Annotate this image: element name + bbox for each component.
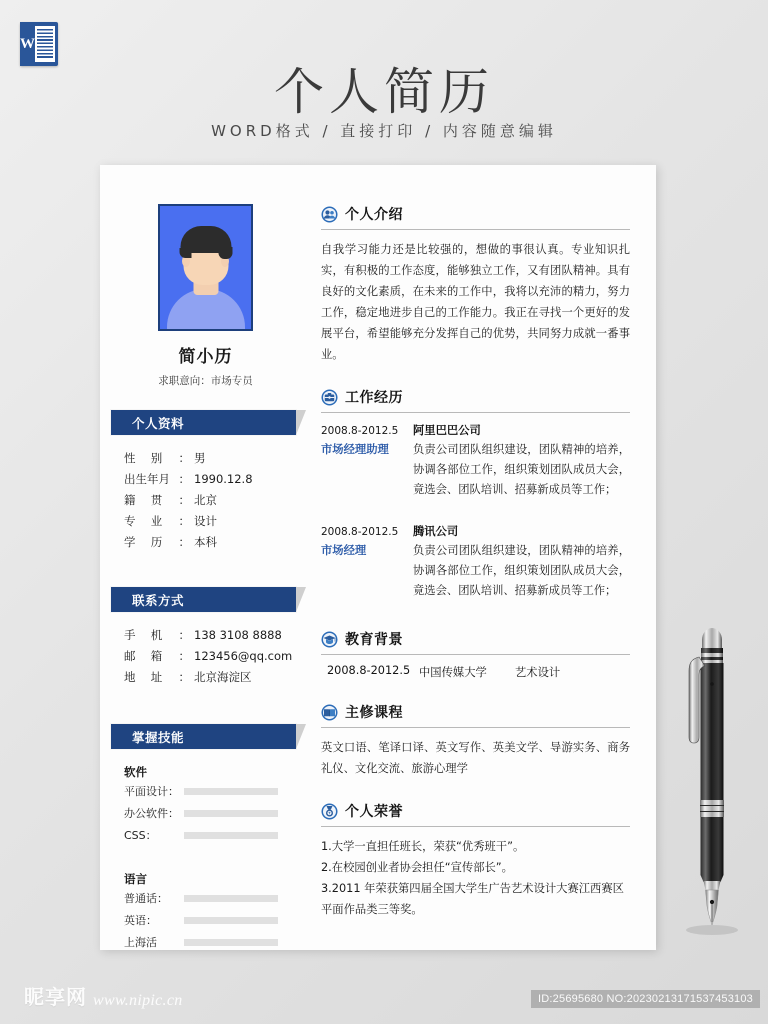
skill-bar-track (184, 810, 278, 817)
info-colon: ： (178, 535, 190, 549)
resume-main (311, 165, 656, 950)
contact-value: 北京海淀区 (194, 670, 252, 684)
divider (321, 826, 630, 827)
list-item (124, 890, 311, 906)
contact-key2: 箱 (150, 649, 163, 663)
section-header-honors (321, 801, 630, 821)
skill-group-software-title: 软件 (124, 765, 147, 779)
info-key2: 别 (150, 451, 163, 465)
intro-text: 自我学习能力还是比较强的，想做的事很认真。专业知识扎实，有积极的工作态度，能够独立工作，又有团队精神。具有良好的文化素质，在未来的工作中，我将以充沛的精力，努力工作，稳定地进步自己的工作能力。我正在寻找一个更好的发展平台，希望能够充分发挥自己的优势，共同努力成就一番事业。 (321, 243, 630, 361)
contact-colon: ： (178, 628, 190, 642)
watermark-logo: 昵享网 (24, 985, 87, 1009)
courses-text: 英文口语、笔译口译、英文写作、英美文学、导游实务、商务礼仪、文化交流、旅游心理学 (321, 741, 630, 775)
skill-label: 英语： (124, 914, 157, 927)
graduation-cap-icon (321, 631, 338, 648)
list-item (124, 912, 311, 928)
word-icon-letter: W (20, 22, 35, 66)
work-description: 负责公司团队组织建设，团队精神的培养，协调各部位工作，组织策划团队成员大会，竟选会、团队培训、招募新成员等工作； (413, 544, 630, 597)
info-value: 设计 (194, 514, 217, 528)
skill-bar-track (184, 895, 278, 902)
divider (321, 229, 630, 230)
avatar (158, 204, 253, 331)
list-item (124, 934, 311, 950)
work-date: 2008.8-2012.5 (321, 425, 399, 437)
contact-key2: 机 (150, 628, 163, 642)
pen-svg (664, 608, 754, 938)
info-value: 1990.12.8 (194, 472, 253, 486)
info-colon: ： (178, 514, 190, 528)
avatar-hair (180, 226, 231, 253)
honor-item: 2.在校园创业者协会担任“宣传部长”。 (321, 861, 513, 874)
list-item (124, 827, 311, 843)
work-role: 市场经理 (321, 544, 367, 557)
skill-label: 上海活 (124, 936, 157, 949)
work-role: 市场经理助理 (321, 443, 389, 456)
section-title: 个人荣誉 (345, 804, 403, 820)
work-company: 阿里巴巴公司 (413, 424, 481, 437)
education-item (321, 664, 630, 680)
contact-key: 手 (124, 628, 136, 642)
skill-label: 平面设计： (124, 785, 179, 798)
info-key2: 历 (150, 535, 163, 549)
info-value: 本科 (194, 535, 217, 549)
section-header-courses (321, 702, 630, 722)
list-item (124, 490, 311, 511)
sidebar-section-skills (111, 724, 296, 749)
section-header-education (321, 629, 630, 649)
info-key: 学 (124, 535, 136, 549)
user-group-icon (321, 206, 338, 223)
list-item (124, 532, 311, 553)
list-item (124, 646, 311, 667)
divider (321, 412, 630, 413)
work-company: 腾讯公司 (413, 525, 459, 538)
section-header-intro (321, 204, 630, 224)
section-header-work (321, 387, 630, 407)
sidebar-section-title: 掌握技能 (132, 729, 185, 745)
contact-key2: 址 (150, 670, 163, 684)
medal-icon (321, 803, 338, 820)
skill-label: 普通话： (124, 892, 168, 905)
sidebar-section-personal-info (111, 410, 296, 435)
skill-bar-track (184, 939, 278, 946)
list-item (124, 469, 311, 490)
list-item (124, 625, 311, 646)
contact-key: 地 (124, 670, 136, 684)
image-id-badge: ID:25695680 NO:20230213171537453103 (531, 990, 760, 1008)
education-major: 艺术设计 (515, 666, 561, 679)
watermark-url: www.nipic.cn (93, 992, 183, 1009)
list-item (124, 805, 311, 821)
divider (321, 727, 630, 728)
skill-bar-track (184, 832, 278, 839)
honor-item: 3.2011 年荣获第四届全国大学生广告艺术设计大赛江西赛区平面作品类三等奖。 (321, 882, 624, 916)
info-key2: 贯 (150, 493, 163, 507)
page-title: 个人简历 (274, 63, 494, 121)
info-colon: ： (178, 472, 190, 486)
page-subtitle: WORD格式 / 直接打印 / 内容随意编辑 (211, 122, 557, 140)
list-item (124, 783, 311, 799)
fountain-pen-illustration (664, 608, 754, 942)
profile-name: 简小历 (178, 347, 233, 367)
section-title: 个人介绍 (345, 207, 403, 223)
contact-colon: ： (178, 670, 190, 684)
skill-label: CSS： (124, 829, 157, 842)
info-key: 籍 (124, 493, 136, 507)
skill-label: 办公软件： (124, 807, 179, 820)
info-key2: 业 (150, 514, 163, 528)
skill-bar-track (184, 917, 278, 924)
honor-item: 1.大学一直担任班长，荣获“优秀班干”。 (321, 840, 525, 853)
sidebar-section-contact (111, 587, 296, 612)
contact-key: 邮 (124, 649, 136, 663)
list-item (124, 448, 311, 469)
list-item (124, 667, 311, 688)
personal-info-list (124, 448, 311, 553)
info-key: 专 (124, 514, 136, 528)
education-date: 2008.8-2012.5 (327, 664, 411, 677)
work-item (321, 523, 630, 601)
info-colon: ： (178, 493, 190, 507)
avatar-body (167, 289, 245, 329)
profile-objective: 求职意向：市场专员 (158, 375, 253, 387)
work-date: 2008.8-2012.5 (321, 526, 399, 538)
skill-group-language-title: 语言 (124, 872, 147, 886)
sidebar-section-title: 个人资料 (132, 415, 185, 431)
education-school: 中国传媒大学 (419, 666, 487, 679)
contact-colon: ： (178, 649, 190, 663)
info-value: 北京 (194, 493, 217, 507)
section-title: 教育背景 (345, 632, 403, 648)
section-title: 主修课程 (345, 705, 403, 721)
info-key: 性 (124, 451, 136, 465)
briefcase-icon (321, 389, 338, 406)
divider (321, 654, 630, 655)
watermark (24, 981, 183, 1010)
section-title: 工作经历 (345, 390, 403, 406)
info-key: 出生年月 (124, 472, 170, 486)
contact-value: 123456@qq.com (194, 649, 293, 663)
info-colon: ： (178, 451, 190, 465)
list-item (124, 511, 311, 532)
open-book-icon (321, 704, 338, 721)
contact-value: 138 3108 8888 (194, 628, 282, 642)
resume-paper (100, 165, 656, 950)
contact-list (124, 625, 311, 688)
work-item (321, 422, 630, 500)
work-description: 负责公司团队组织建设，团队精神的培养，协调各部位工作，组织策划团队成员大会，竟选会、团队培训、招募新成员等工作； (413, 443, 630, 496)
info-value: 男 (194, 451, 206, 465)
sidebar-section-title: 联系方式 (132, 592, 185, 608)
resume-sidebar (100, 165, 311, 950)
skill-bar-track (184, 788, 278, 795)
